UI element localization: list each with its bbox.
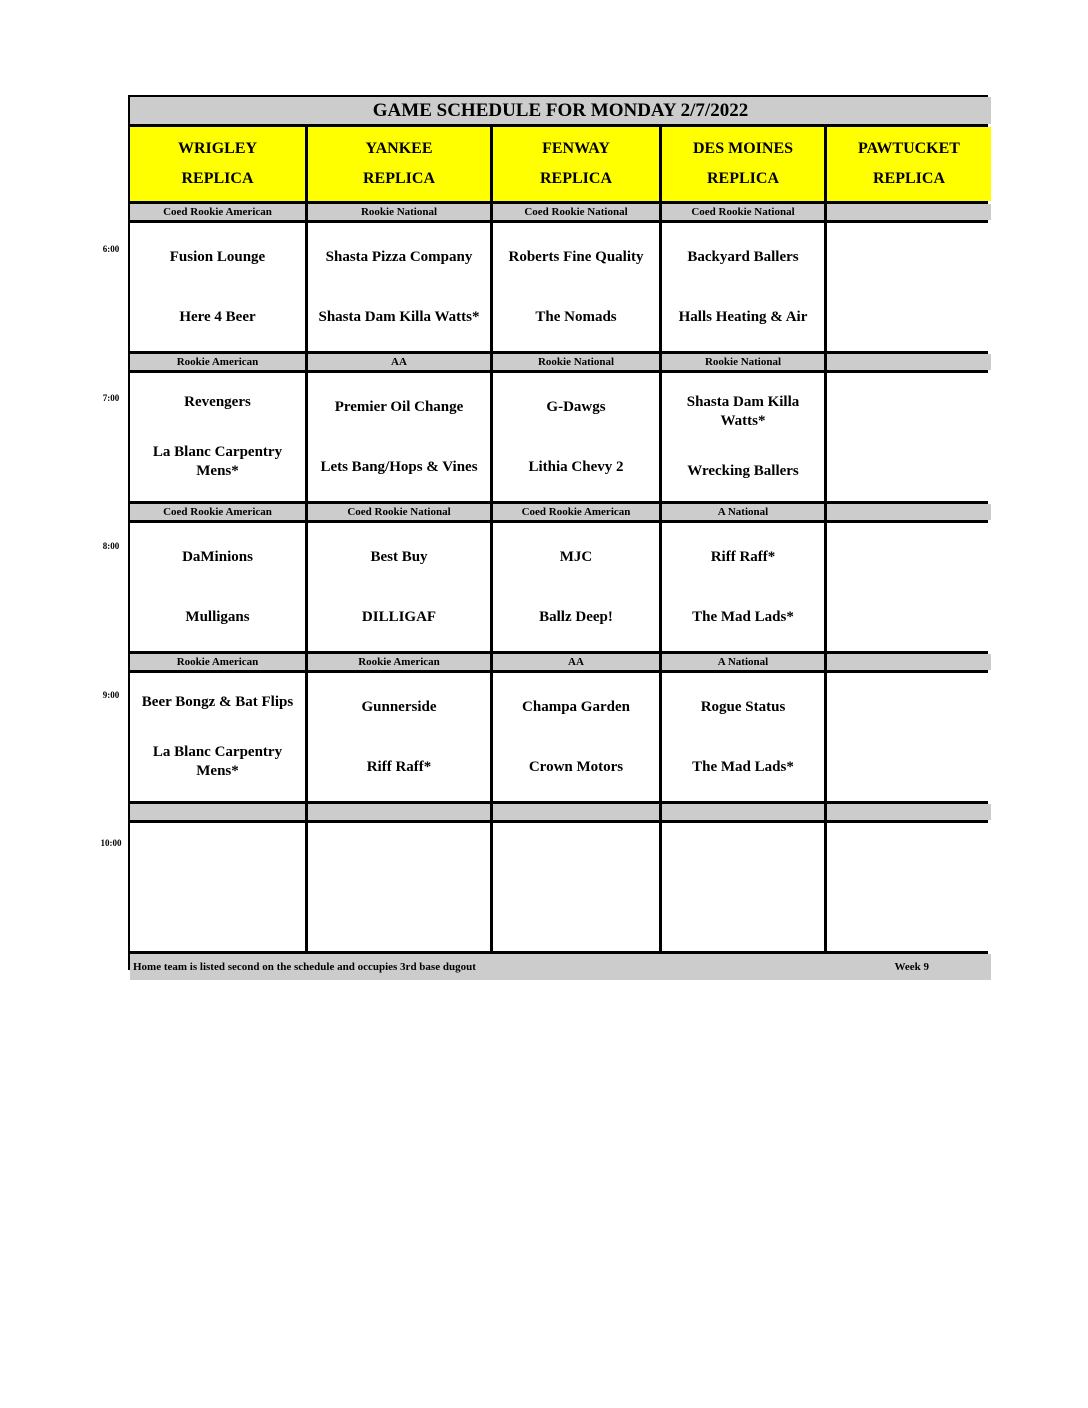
field-sub: REPLICA [362, 170, 435, 187]
schedule-title: GAME SCHEDULE FOR MONDAY 2/7/2022 [130, 97, 991, 124]
game-cell [130, 523, 305, 651]
home-team: DILLIGAF [361, 608, 437, 625]
division-label [308, 804, 490, 820]
game-cell [662, 823, 824, 951]
away-team: Backyard Ballers [687, 248, 799, 265]
field-sub: REPLICA [539, 170, 612, 187]
schedule-footer [130, 954, 991, 980]
away-team: Premier Oil Change [334, 398, 464, 415]
home-team: The Mad Lads* [692, 758, 794, 775]
game-cell [827, 523, 991, 651]
time-label-7: 7:00 [102, 393, 120, 403]
division-label: Rookie National [493, 354, 659, 370]
time-label-6: 6:00 [102, 244, 120, 254]
away-team: Fusion Lounge [169, 248, 266, 265]
game-cell [308, 523, 490, 651]
away-team: G-Dawgs [546, 398, 606, 415]
field-name: YANKEE [365, 140, 433, 157]
division-label: A National [662, 504, 824, 520]
game-cell [662, 223, 824, 351]
division-label: Coed Rookie American [130, 204, 305, 220]
division-label: Rookie National [662, 354, 824, 370]
time-label-8: 8:00 [102, 541, 120, 551]
field-name: PAWTUCKET [858, 140, 960, 157]
game-cell [130, 373, 305, 501]
home-team: Shasta Dam Killa Watts* [318, 308, 480, 325]
home-team: The Nomads [535, 308, 617, 325]
home-team: La Blanc Carpentry Mens* [152, 744, 283, 780]
away-team: Shasta Dam Killa Watts* [686, 393, 800, 429]
division-label [827, 804, 991, 820]
away-team: DaMinions [182, 548, 253, 565]
away-team: Best Buy [370, 548, 428, 565]
field-header-fenway [493, 127, 659, 201]
division-label: Coed Rookie National [308, 504, 490, 520]
game-cell [130, 823, 305, 951]
away-team: Champa Garden [522, 698, 630, 715]
home-team: Crown Motors [528, 758, 624, 775]
away-team: MJC [559, 548, 593, 565]
game-cell [308, 823, 490, 951]
division-label: AA [308, 354, 490, 370]
game-cell [493, 673, 659, 801]
division-label: Rookie National [308, 204, 490, 220]
division-label: Rookie American [130, 354, 305, 370]
game-cell [130, 223, 305, 351]
game-cell [662, 523, 824, 651]
division-label [827, 354, 991, 370]
division-label [827, 204, 991, 220]
division-label: Coed Rookie American [493, 504, 659, 520]
game-cell [827, 823, 991, 951]
game-cell [308, 673, 490, 801]
field-name: FENWAY [542, 140, 610, 157]
schedule-table [128, 95, 988, 973]
week-label: Week 9 [894, 961, 929, 973]
field-header-pawtucket [827, 127, 991, 201]
field-header-des-moines [662, 127, 824, 201]
away-team: Rogue Status [700, 698, 786, 715]
field-name: WRIGLEY [177, 140, 258, 157]
division-label: Rookie American [308, 654, 490, 670]
game-cell [130, 673, 305, 801]
division-label: Coed Rookie National [493, 204, 659, 220]
division-label: A National [662, 654, 824, 670]
field-sub: REPLICA [706, 170, 779, 187]
game-cell [827, 373, 991, 501]
field-header-yankee [308, 127, 490, 201]
game-cell [493, 373, 659, 501]
home-team: Ballz Deep! [539, 608, 613, 625]
division-label: Coed Rookie American [130, 504, 305, 520]
away-team: Riff Raff* [710, 548, 776, 565]
home-team: Wrecking Ballers [687, 463, 799, 480]
field-name: DES MOINES [692, 140, 794, 157]
home-team: Here 4 Beer [179, 308, 256, 325]
home-team: Lets Bang/Hops & Vines [320, 458, 478, 475]
footer-note: Home team is listed second on the schedule and occupies 3rd base dugout [133, 961, 476, 973]
home-team: Mulligans [185, 608, 250, 625]
game-cell [662, 373, 824, 501]
time-label-9: 9:00 [102, 690, 120, 700]
game-cell [827, 223, 991, 351]
away-team: Gunnerside [361, 698, 437, 715]
away-team: Revengers [184, 393, 251, 410]
home-team: The Mad Lads* [692, 608, 794, 625]
home-team: Halls Heating & Air [678, 308, 808, 325]
away-team: Shasta Pizza Company [325, 248, 473, 265]
game-cell [493, 523, 659, 651]
game-cell [493, 223, 659, 351]
division-label: AA [493, 654, 659, 670]
division-label [662, 804, 824, 820]
field-sub: REPLICA [872, 170, 945, 187]
field-sub: REPLICA [181, 170, 254, 187]
home-team: La Blanc Carpentry Mens* [152, 444, 283, 480]
division-label: Rookie American [130, 654, 305, 670]
division-label [130, 804, 305, 820]
home-team: Riff Raff* [366, 758, 432, 775]
game-cell [308, 223, 490, 351]
time-label-10: 10:00 [100, 838, 122, 848]
division-label [493, 804, 659, 820]
away-team: Roberts Fine Quality [508, 248, 644, 265]
game-cell [662, 673, 824, 801]
game-cell [493, 823, 659, 951]
division-label [827, 654, 991, 670]
division-label [827, 504, 991, 520]
game-cell [308, 373, 490, 501]
away-team: Beer Bongz & Bat Flips [141, 693, 294, 710]
home-team: Lithia Chevy 2 [528, 458, 624, 475]
game-cell [827, 673, 991, 801]
division-label: Coed Rookie National [662, 204, 824, 220]
field-header-wrigley [130, 127, 305, 201]
